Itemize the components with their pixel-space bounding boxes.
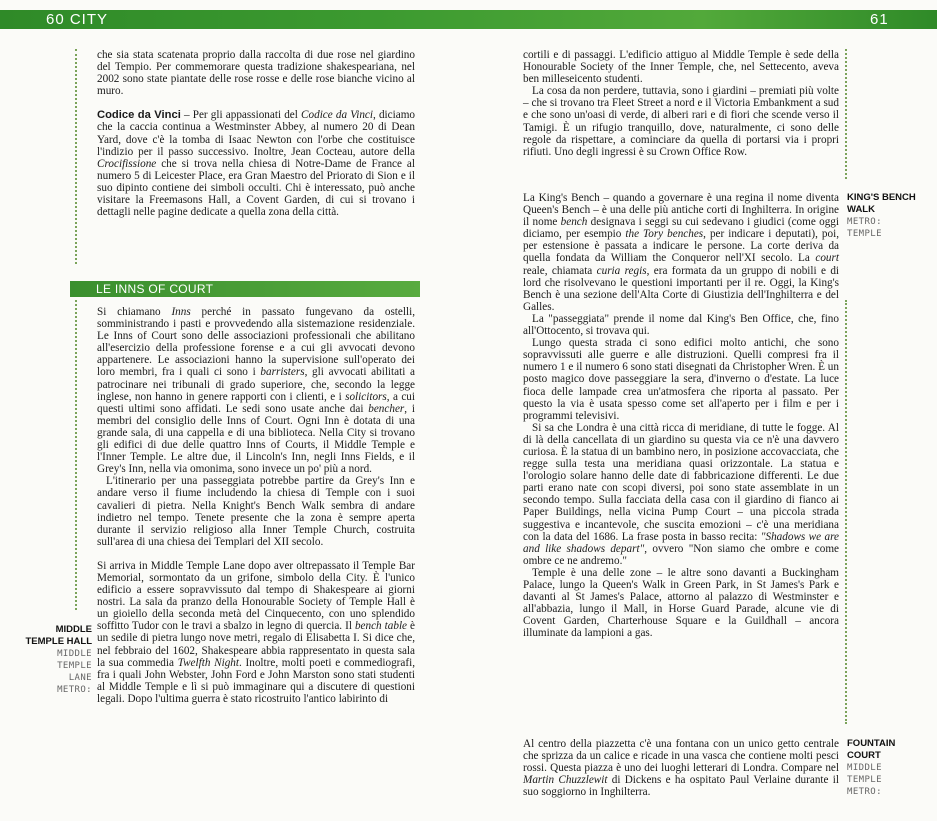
text: perché in passato fungevano da ostelli, somministrando i pasti e provvedendo alla sistemazione residenziale. Le Inns of Court sono delle associazioni professionali che abilitano all'esercizio della professione forense e a cui gli avvocati devono appartenere. Le associazioni hanno la supervisione sull'operato dei loro membri, fra i quali ci sono i [97,306,415,379]
text: , a cui questi ultimi sono affidati. Le sedi sono usate anche dai [97,390,415,415]
italic-text: Crocifissione [97,157,157,170]
paragraph: Lungo questa strada ci sono edifici molto antichi, che sono sopravvissuti alle guerre e alle distruzioni. Quelli compresi fra il numero 1 e il numero 6 sono stati disegnati da Christopher Wren. È un posto magico dove passeggiare la sera, d'inverno o d'estate. La luce fioca delle lampade crea un'atmosfera che riporta al passato. Per questo la via è usata spesso come set all'aperto per i film e per i programmi televisivi. [523,337,839,422]
side-title-line: MIDDLE [55,624,92,635]
paragraph: La cosa da non perdere, tuttavia, sono i giardini – premiati più volte – che si trovano tra Fleet Street a nord e il Victoria Embankment a sud e che sono un'oasi di verde, di alberi rari e di fiori che scende verso il Tamigi. È un rifugio tranquillo, dove, naturalmente, ci sono delle regole da rispettare, a cominciare da quella di portarsi via i propri rifiuti. Uno degli ingressi è su Crown Office Row. [523,85,839,158]
paragraph-sundial [523,422,839,567]
paragraph: cortili e di passaggi. L'edificio attiguo al Middle Temple è sede della Honourable Society of the Inner Temple, che, nel Settecento, aveva ben milleseicento studenti. [523,49,839,86]
right-column-kings-bench [523,192,839,639]
text: Si arriva in Middle Temple Lane dopo aver oltrepassato il Temple Bar Memorial, sormontato da un grifone, simbolo della City. È l'unico edificio a essere sopravvissuto dal tempo di Shakespeare ai giorni nostri. La sala da pranzo della Honourable Society of Temple Hall è un gioiello della seconda metà del Cinquecento, con uno splendido soffitto Tudor con le travi a sbalzo in legno di quercia. Il [97,559,415,633]
italic-text: curia regis [596,264,647,277]
text: Si chiamano [97,306,172,318]
italic-text: bench table [354,620,408,633]
section-heading: LE INNS OF COURT [70,281,420,297]
italic-text: the Tory benches [625,228,704,241]
italic-text: "Shadows we are and like shadows depart" [523,530,839,555]
side-mono-line: TEMPLE [847,775,882,786]
text: , i membri del consiglio delle Inns of Court. Ogni Inn è dotata di una grande sala, di una cappella e di una biblioteca. Nella City si trovano gli edifici di due delle quattro Inns of Courts, il Middle Temple e l'Inner Temple. Le altre due, il Lincoln's Inn, negli Inns Fields, e il Grey's Inn, nella via omonima, sono invece un po' più a nord. [97,402,415,476]
italic-text: Twelfth Night [177,656,239,669]
text: di Dickens e ha ospitato Paul Verlaine durante il suo soggiorno in Inghilterra. [523,774,839,799]
text: . Inoltre, molti poeti e commediografi, fra i quali John Webster, John Ford e John Marston sono stati studenti al Middle Temple e lì si può immaginare qui a discutere di questioni legali. Dopo l'ultima guerra è stato ricostruito l'antico labirinto di [97,656,415,705]
right-column [523,49,839,158]
italic-text: bench [560,216,588,229]
text: , diciamo che la caccia continua a Westminster Abbey, al numero 20 di Dean Yard, dove c'è la tomba di Isaac Newton con l'orbe che costituisce l'indizio per il passo successivo. Inoltre, Jean Cocteau, autore della [97,109,416,158]
side-title-line: COURT [847,750,881,762]
italic-text: solicitors [345,390,387,403]
text: reale, chiamata [523,264,597,277]
paragraph-inns [97,306,415,475]
text: , era formata da un gruppo di nobili e di lord che risolvevano le questioni importanti per il re. Oggi, la King's Bench è una sezione dell'Alta Corte di Giustizia dell'Inghilterra e del Galles. [523,264,840,313]
side-label-middle-temple-hall [20,624,92,648]
margin-rule [845,49,847,179]
side-mono-line: METRO: [847,787,882,798]
page-header [0,10,937,29]
side-label-fountain-court [847,738,935,762]
italic-text: court [815,252,839,265]
side-title-line: KING'S BENCH [847,192,916,203]
paragraph: Temple è una delle zone – le altre sono davanti a Buckingham Palace, lungo la Queen's Walk in Green Park, in St James's Park e davanti al St James's Palace, attorno al palazzo di Westminster e all'abbazia, lungo il Mall, in Horse Guard Parade, alcune vie di Covent Garden, Charterhouse Square e la Guildhall – ancora illuminate da lampioni a gas. [523,566,839,640]
side-mono-line: METRO: [847,217,882,227]
italic-text: Inns [171,306,191,318]
text: che si trova nella chiesa di Notre-Dame de France al numero 5 di Leicester Place, era Gran Maestro del Priorato di Sion e il suo dipinto contiene dei simboli occulti. Chi è interessato, può anche visitare la Freemasons Hall, a Covent Garden, di cui si trovano i dettagli nelle pagine dedicate a quella zona della città. [97,157,415,219]
text: , gli avvocati abilitati a patrocinare nei tribunali di grado superiore, che, secondo la legge inglese, non hanno in genere rapporti con i clienti, e i [97,366,415,403]
inline-heading: Codice da Vinci [97,109,181,122]
margin-rule [75,49,77,264]
margin-rule [75,300,77,610]
right-column-fountain [523,738,839,798]
text: , per indicare i deputati), poi, per estensione è passata a indicare le persone. La corte deriva da quella fondata da William the Conqueror nell'XI secolo. La [523,228,839,265]
text: , ovvero "Non siamo che ombre e come ombre ce ne andremo." [523,542,839,567]
side-title-line: WALK [847,204,875,216]
text: designava i seggi su cui sedevano i giudici (come oggi diciamo, per esempio [523,216,839,241]
paragraph-itinerary: L'itinerario per una passeggiata potrebbe partire da Grey's Inn e andare verso il fiume includendo la chiesa di Temple con i suoi cavalieri di pietra. Nella Knight's Bench Walk sembra di andare indietro nel tempo. Tenete presente che la zona è sempre aperta durante il servizio religioso alla Inner Temple Church, costruita sull'area di una chiesa dei Templari del XII secolo. [97,475,415,548]
paragraph-codice [97,109,415,218]
side-mono-line: MIDDLE [847,763,882,773]
paragraph: che sia stata scatenata proprio dalla raccolta di due rose nel giardino del Tempio. Per commemorare questa tradizione shakespeariana, nel 2002 sono state piantate delle rose rosse e delle rose bianche vicino al muro. [97,49,415,98]
text: è un sedile di pietra lungo nove metri, regalo di Elisabetta I. Si dice che, nel febbraio del 1602, Shakespeare abbia rappresentato in questa sala la sua commedia [97,620,415,669]
paragraph-middle-temple [97,560,415,705]
side-mono-line: TEMPLE [57,661,92,672]
paragraph-kings-bench [523,192,839,313]
side-mono-line: LANE [68,673,92,684]
text: Si sa che Londra è una città ricca di meridiane, di tutte le fogge. Al di là della cancellata di un giardino su questa via ce n'è una davvero curiosa. È la statua di un bambino nero, in posizione accovacciata, che regge sulla testa una meridiana quasi orizzontale. La statua e l'orologio solare hanno delle date di fabbricazione differenti. Le due parti erano nate con scopi diversi, poi sono state assemblate in un secondo tempo. Sulla facciata della casa con il giardino di fianco ai Paper Buildings, nella vicina Pump Court – una piccola strada suggestiva e incantevole, che suscita emozioni – c'è una meridiana con la data del 1686. La frase posta in basso recita: [523,421,839,543]
left-page-number-title: 60 CITY [46,11,109,28]
side-metro-info [20,648,92,696]
left-column [97,49,415,218]
text: – Per gli appassionati del [180,109,302,122]
side-metro-info [847,762,935,798]
left-column-inns [97,306,415,705]
side-label-kings-bench-walk [847,192,935,216]
side-mono-line: METRO: [57,685,92,696]
text: Al centro della piazzetta c'è una fontana con un unico getto centrale che sprizza da un calice e ricade in una vasca che contiene molti pesci rossi. Questa piazza è uno dei luoghi letterari di Londra. Compare nel [523,738,839,775]
right-page-number: 61 [870,11,889,28]
side-title-line: TEMPLE HALL [25,636,92,648]
side-mono-line: MIDDLE [57,649,92,659]
italic-text: barristers [260,366,305,379]
margin-rule [845,300,847,724]
text: La King's Bench – quando a governare è una regina il nome diventa Queen's Bench – è una delle più antiche corti di Inghilterra. In origine il nome [523,192,839,229]
italic-text: Martin Chuzzlewit [523,774,608,787]
side-metro-info [847,216,935,240]
italic-text: bencher [368,402,405,415]
side-title-line: FOUNTAIN [847,738,896,749]
paragraph: La "passeggiata" prende il nome dal King's Ben Office, che, fino all'Ottocento, si trovava qui. [523,312,839,338]
italic-text: Codice da Vinci [301,109,374,122]
paragraph-fountain [523,738,839,798]
side-mono-line: TEMPLE [847,229,882,240]
